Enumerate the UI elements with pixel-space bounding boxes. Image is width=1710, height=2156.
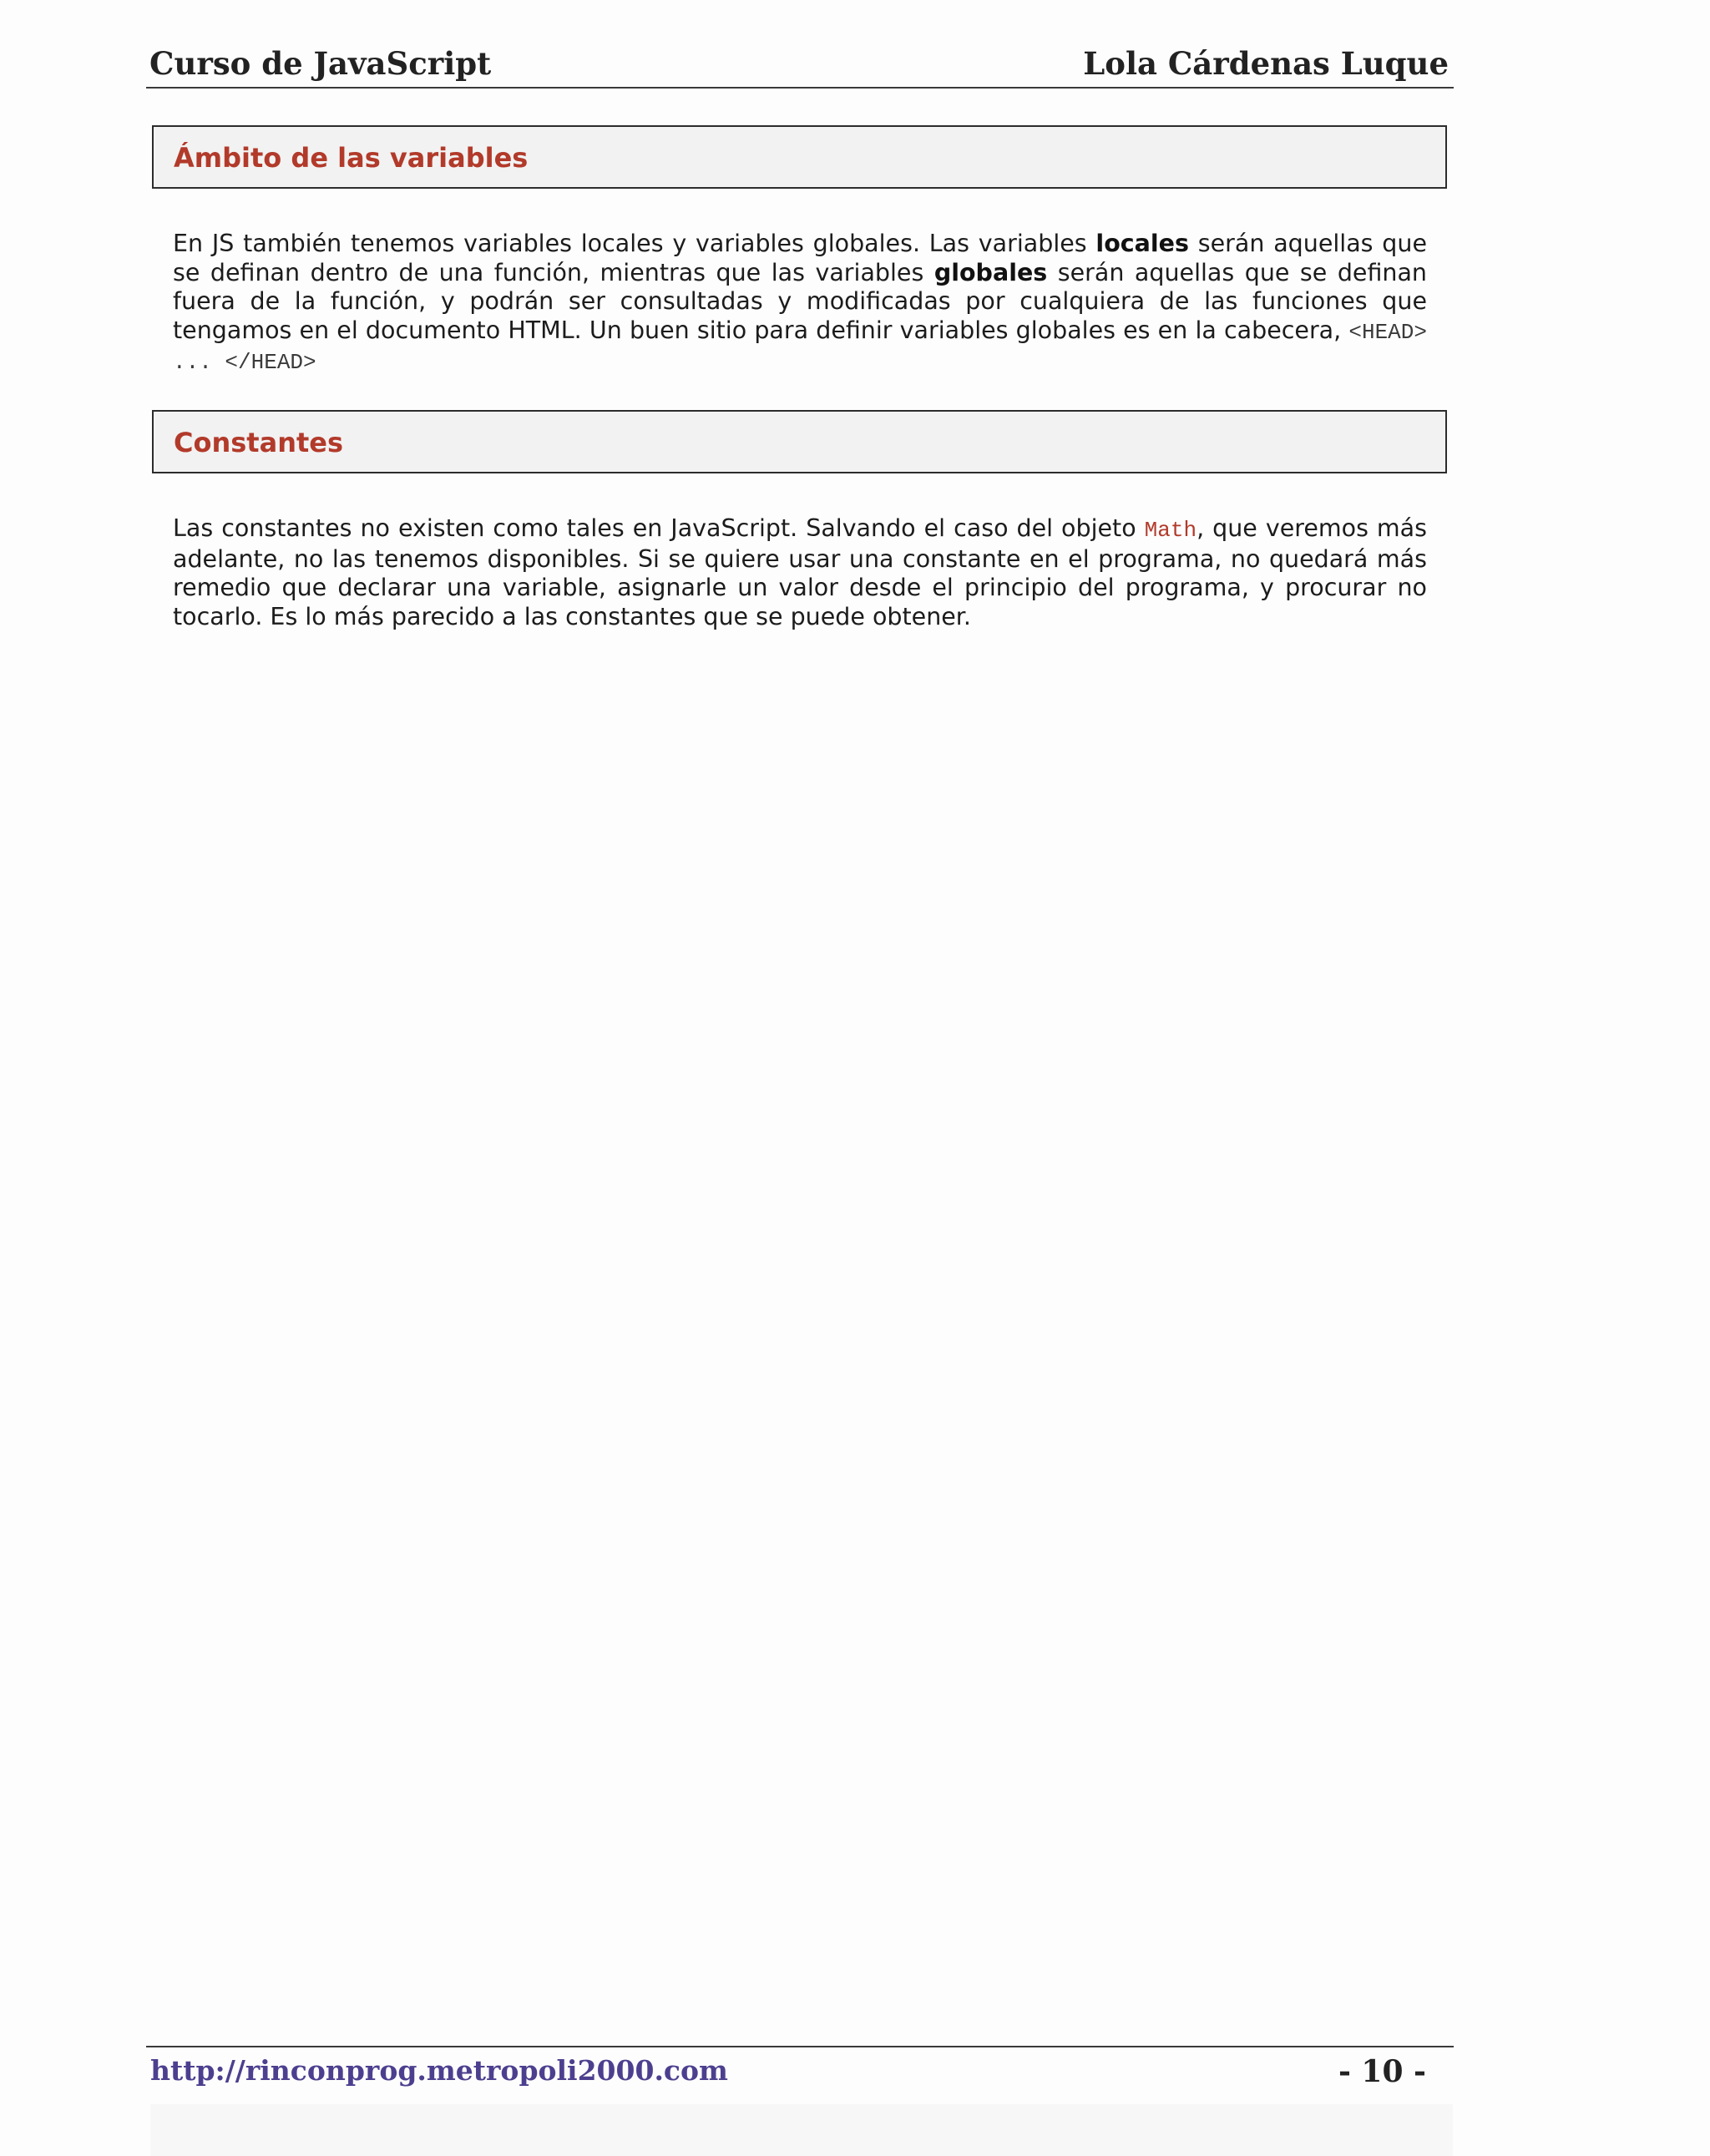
footer-url-link[interactable]: http://rinconprog.metropoli2000.com <box>150 2054 728 2087</box>
paragraph-constantes <box>173 514 1427 631</box>
page-header <box>146 40 1454 89</box>
paragraph-ambito <box>173 230 1427 377</box>
text-segment: serán aquellas que se definan dentro de una función, mientras que las variables <box>173 230 1427 286</box>
code-head-tag: <HEAD> ... </HEAD> <box>173 319 1427 375</box>
text-segment: En JS también tenemos variables locales y variables globales. Las variables <box>173 230 1096 257</box>
text-segment: Las constantes no existen como tales en JavaScript. Salvando el caso del objeto <box>173 514 1145 542</box>
bold-globales: globales <box>933 258 1048 286</box>
header-author: Lola Cárdenas Luque <box>1083 45 1449 82</box>
code-math: Math <box>1144 518 1197 543</box>
footer-rule <box>146 2046 1454 2047</box>
text-segment: , que veremos más adelante, no las tenemos disponibles. Si se quiere usar una constante en el programa, no quedará más remedio que declarar una variable, asignarle un valor desde el principio del programa, y procurar no tocarlo. Es lo más parecido a las constantes que se puede obtener. <box>173 514 1427 630</box>
text-segment: serán aquellas que se definan fuera de la función, y podrán ser consultadas y modificadas por cualquiera de las funciones que tengamos en el documento HTML. Un buen sitio para definir variables globales es en la cabecera, <box>173 258 1427 344</box>
section-title-constantes: Constantes <box>174 427 344 458</box>
section-title-ambito: Ámbito de las variables <box>174 142 529 174</box>
header-course-title: Curso de JavaScript <box>149 45 492 82</box>
section-heading-box <box>152 125 1447 189</box>
bold-locales: locales <box>1095 230 1189 257</box>
page-number: - 10 - <box>1338 2054 1426 2089</box>
section-heading-box <box>152 410 1447 473</box>
page-bottom-strip <box>150 2104 1453 2156</box>
